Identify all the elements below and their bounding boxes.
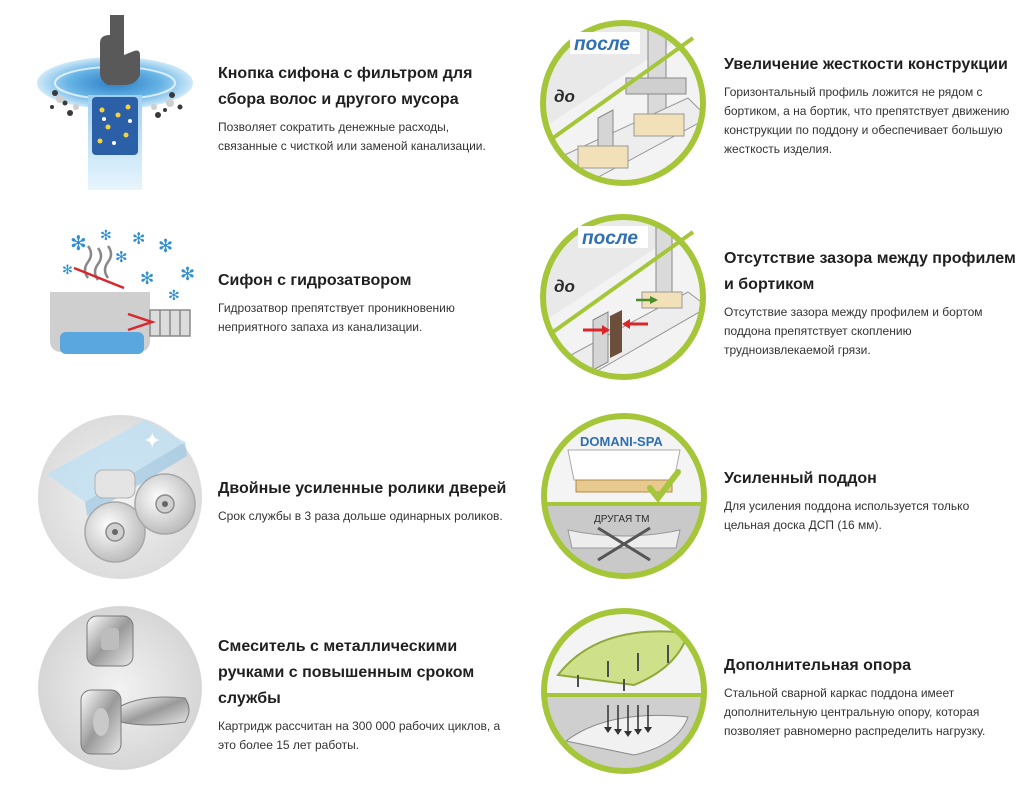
profile-rigidity-icon — [538, 18, 708, 188]
svg-text:✻: ✻ — [70, 231, 87, 255]
feature-description: Стальной сварной каркас поддона имеет дополнительную центральную опору, которая позволяет равномерно распределить нагрузку. — [724, 686, 986, 738]
feature-drain-filter — [30, 15, 510, 195]
feature-description: Горизонтальный профиль ложится не рядом с бортиком, а на бортик, что препятствует движению конструкции по поддону и обеспечивает большую жесткость изделия. — [724, 85, 1010, 156]
svg-text:✻: ✻ — [115, 248, 128, 266]
feature-extra-support — [538, 605, 1018, 785]
feature-title: Дополнительная опора — [724, 657, 912, 674]
feature-title: Увеличение жесткости конструкции — [724, 56, 1008, 73]
svg-text:✦: ✦ — [143, 429, 162, 454]
feature-title: Кнопка сифона с фильтром для сбора волос и другого мусора — [218, 65, 473, 108]
svg-text:✻: ✻ — [180, 264, 196, 285]
after-label: после — [574, 34, 630, 55]
feature-title: Смеситель с металлическими ручками с повышенным сроком службы — [218, 638, 475, 707]
feature-siphon-water-seal — [30, 222, 510, 372]
feature-title: Двойные усиленные ролики дверей — [218, 480, 507, 497]
svg-text:✻: ✻ — [158, 236, 174, 257]
feature-rigidity — [538, 18, 1018, 193]
before-label: до — [554, 87, 575, 106]
brand-label: DOMANI-SPA — [580, 434, 663, 449]
after-label: после — [582, 228, 638, 249]
feature-reinforced-tray — [538, 410, 1018, 585]
svg-text:✻: ✻ — [100, 228, 112, 244]
svg-text:✻: ✻ — [62, 263, 73, 278]
reinforced-tray-icon — [538, 410, 710, 582]
profile-gap-icon — [538, 212, 708, 382]
mixer-handle-icon — [35, 598, 205, 773]
feature-description: Картридж рассчитан на 300 000 рабочих циклов, а это более 15 лет работы. — [218, 719, 501, 752]
svg-text:✻: ✻ — [140, 269, 155, 289]
feature-title: Усиленный поддон — [724, 470, 877, 487]
svg-text:✻: ✻ — [168, 288, 180, 304]
feature-title: Сифон с гидрозатвором — [218, 272, 412, 289]
svg-text:✻: ✻ — [132, 229, 146, 248]
feature-mixer — [30, 598, 520, 778]
extra-support-icon — [538, 605, 710, 777]
feature-description: Позволяет сократить денежные расходы, связанные с чисткой или заменой канализации. — [218, 120, 486, 153]
feature-description: Для усиления поддона используется только цельная доска ДСП (16 мм). — [724, 499, 970, 532]
drain-filter-icon — [30, 15, 200, 190]
other-brand-label: ДРУГАЯ ТМ — [594, 514, 650, 525]
feature-description: Срок службы в 3 раза дольше одинарных роликов. — [218, 509, 503, 523]
feature-title: Отсутствие зазора между профилем и бортиком — [724, 250, 1016, 293]
feature-description: Отсутствие зазора между профилем и бортом поддона препятствует скоплению трудноизвлекаемой грязи. — [724, 305, 983, 357]
feature-door-rollers — [30, 412, 520, 582]
feature-description: Гидрозатвор препятствует проникновению неприятного запаха из канализации. — [218, 301, 455, 334]
feature-no-gap — [538, 212, 1018, 387]
door-rollers-icon — [35, 412, 205, 582]
before-label: до — [554, 277, 575, 296]
siphon-water-seal-icon — [40, 222, 210, 367]
